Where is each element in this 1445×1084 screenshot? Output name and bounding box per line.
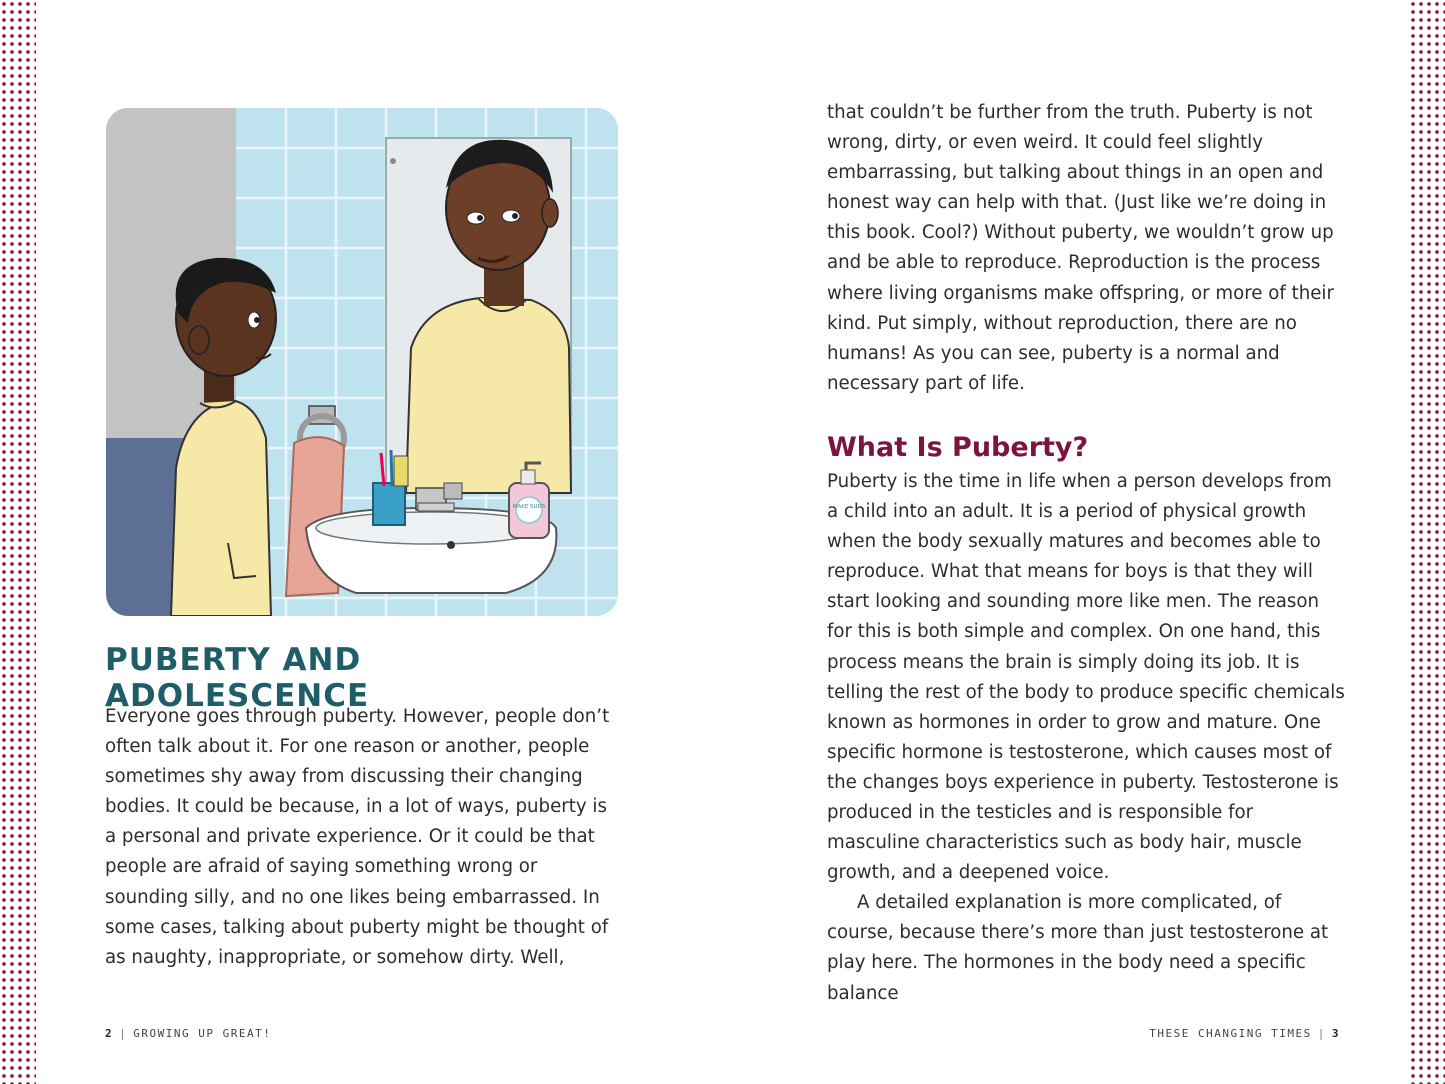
soap-label: MAKE SUDS bbox=[512, 504, 546, 510]
running-title-right: THESE CHANGING TIMES bbox=[1149, 1027, 1312, 1040]
page-number-left: 2 bbox=[105, 1027, 114, 1040]
footer-separator-left: | bbox=[119, 1027, 128, 1040]
right-footer bbox=[1149, 1027, 1340, 1040]
section-title: PUBERTY AND ADOLESCENCE bbox=[105, 642, 370, 714]
footer-separator-right: | bbox=[1317, 1027, 1326, 1040]
right-dotted-border bbox=[1409, 0, 1445, 1084]
right-body-paragraph-2: Puberty is the time in life when a person develops from a child into an adult. It is a period of physical growth when the body sexually matures and becomes able to reproduce. What that means for boys is that they will start looking and sounding more like men. The reason for this is both simple and complex. On one hand, this process means the brain is simply doing its job. It is telling the rest of the body to produce specific chemicals known as hormones in order to grow and mature. One specific hormone is testosterone, which causes most of the changes boys experience in puberty. Testosterone is produced in the testicles and is responsible for masculine characteristics such as body hair, muscle growth, and a deepened voice. bbox=[827, 470, 1345, 884]
right-column bbox=[827, 98, 1345, 1009]
left-footer bbox=[105, 1027, 271, 1040]
right-body-paragraph-1: that couldn’t be further from the truth. Puberty is not wrong, dirty, or even weird. It could feel slightly embarrassing, but talking about things in an open and honest way can help with that. (Just like we’re doing in this book. Cool?) Without puberty, we wouldn’t grow up and be able to reproduce. Reproduction is the process where living organisms make offspring, or more of their kind. Put simply, without reproduction, there are no humans! As you can see, puberty is a normal and necessary part of life. bbox=[827, 102, 1334, 394]
left-dotted-border bbox=[0, 0, 36, 1084]
right-body-paragraph-3: A detailed explanation is more complicated, of course, because there’s more than just testosterone at play here. The hormones in the body need a specific balance bbox=[827, 892, 1329, 1004]
running-title-left: GROWING UP GREAT! bbox=[133, 1027, 272, 1040]
page-number-right: 3 bbox=[1331, 1027, 1340, 1040]
left-body-paragraph: Everyone goes through puberty. However, people don’t often talk about it. For one reason or another, people sometimes shy away from discussing their changing bodies. It could be because, in a lot of ways, puberty is a personal and private experience. Or it could be that people are afraid of saying something wrong or sounding silly, and no one likes being embarrassed. In some cases, talking about puberty might be thought of as naughty, inappropriate, or somehow dirty. Well, bbox=[105, 706, 610, 968]
subheading-what-is-puberty: What Is Puberty? bbox=[827, 431, 1089, 463]
bathroom-mirror-illustration bbox=[106, 108, 618, 616]
